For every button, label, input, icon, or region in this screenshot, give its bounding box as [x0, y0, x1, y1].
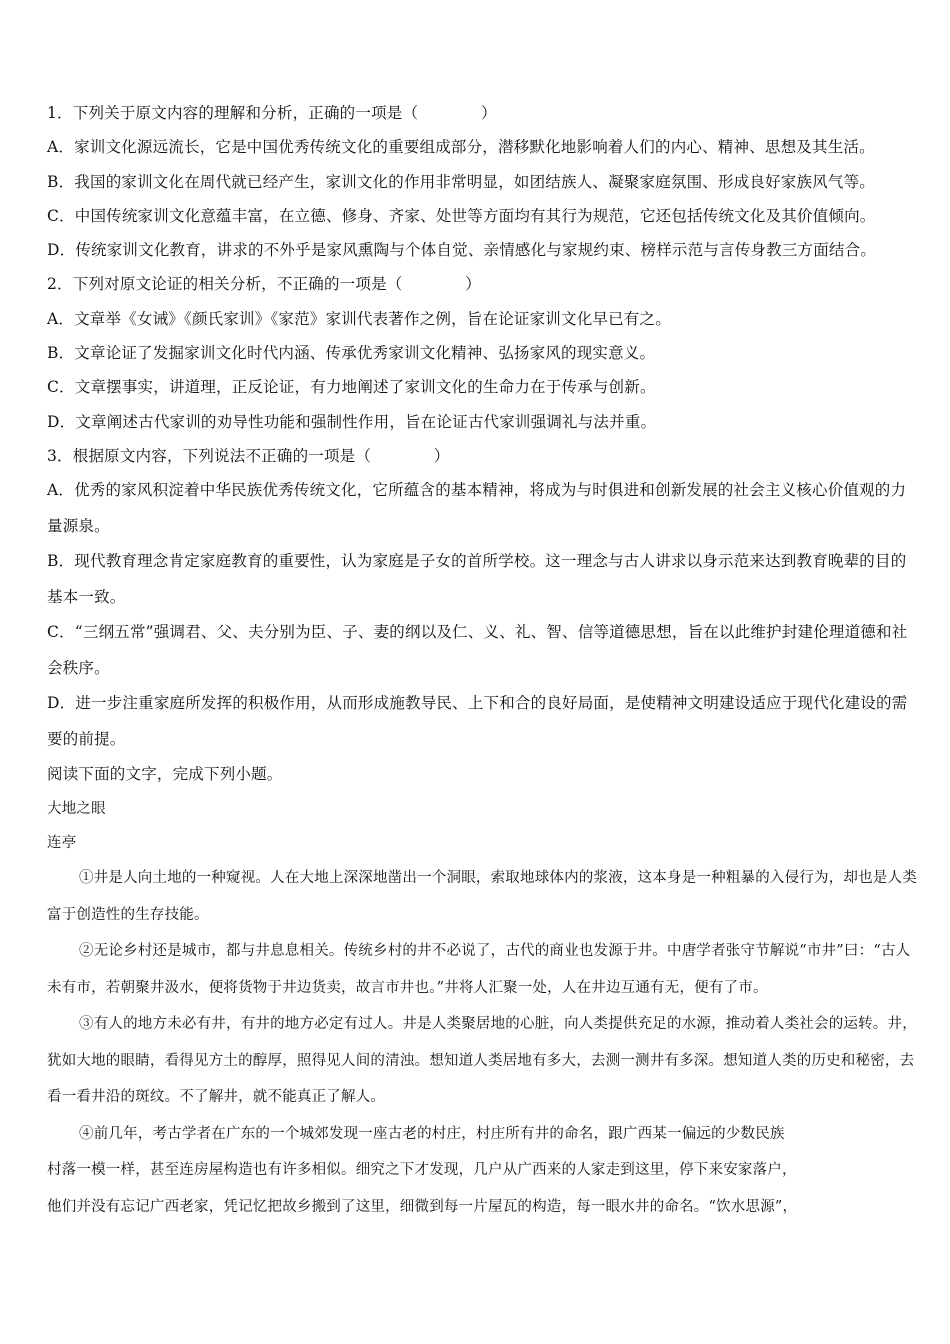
question-3-option-c: C．“三纲五常”强调君、父、夫分别为臣、子、妻的纲以及仁、义、礼、智、信等道德思想，旨在以此维护封建伦理道德和社会秩序。	[47, 623, 908, 677]
article-paragraph-3: ③有人的地方未必有井，有井的地方必定有过人。井是人类聚居地的心脏，向人类提供充足的水源，推动着人类社会的运转。井，犹如大地的眼睛，看得见方土的醇厚，照得见人间的清浊。想知道人类居地有多大，去测一测井有多深。想知道人类的历史和秘密，去看一看井沿的斑纹。不了解井，就不能真正了解人。	[47, 1016, 917, 1106]
article-paragraph-1: ①井是人向土地的一种窥视。人在大地上深深地凿出一个洞眼，索取地球体内的浆液，这本身是一种粗暴的入侵行为，却也是人类富于创造性的生存技能。	[47, 870, 917, 923]
question-2-option-d: D．文章阐述古代家训的劝导性功能和强制性作用，旨在论证古代家训强调礼与法并重。	[47, 412, 657, 431]
question-1-option-d: D．传统家训文化教育，讲求的不外乎是家风熏陶与个体自觉、亲情感化与家规约束、榜样示范与言传身教三方面结合。	[47, 241, 877, 260]
question-2-option-a: A．文章举《女诫》《颜氏家训》《家范》家训代表著作之例，旨在论证家训文化早已有之。	[47, 309, 671, 328]
question-2-option-b: B．文章论证了发掘家训文化时代内涵、传承优秀家训文化精神、弘扬家风的现实意义。	[47, 344, 656, 363]
question-1-option-b: B．我国的家训文化在周代就已经产生，家训文化的作用非常明显，如团结族人、凝聚家庭氛围、形成良好家族风气等。	[47, 172, 875, 191]
question-3-option-d: D．进一步注重家庭所发挥的积极作用，从而形成施教导民、上下和合的良好局面，是使精神文明建设适应于现代化建设的需要的前提。	[47, 694, 908, 748]
article-author: 连亭	[47, 834, 77, 851]
question-2-stem: 2．下列对原文论证的相关分析，不正确的一项是（ ）	[47, 275, 481, 294]
document-page	[47, 96, 917, 1225]
article-paragraph-4-line-3: 他们并没有忘记广西老家，凭记忆把故乡搬到了这里，细微到每一片屋瓦的构造，每一眼水井的命名。“饮水思源”，	[47, 1198, 798, 1215]
article-paragraph-4-line-2: 村落一模一样，甚至连房屋构造也有许多相似。细究之下才发现，几户从广西来的人家走到这里，停下来安家落户，	[47, 1162, 797, 1179]
reading-instruction: 阅读下面的文字，完成下列小题。	[47, 765, 283, 784]
question-3-stem: 3．根据原文内容，下列说法不正确的一项是（ ）	[47, 446, 450, 465]
article-paragraph-2: ②无论乡村还是城市，都与井息息相关。传统乡村的井不必说了，古代的商业也发源于井。中唐学者张守节解说“市井”曰：“古人未有市，若朝聚井汲水，便将货物于井边货卖，故言市井也。”井将人汇聚一处，人在井边互通有无，便有了市。	[47, 943, 911, 996]
article-title: 大地之眼	[47, 800, 106, 817]
question-3-option-a: A．优秀的家风积淀着中华民族优秀传统文化，它所蕴含的基本精神，将成为与时俱进和创新发展的社会主义核心价值观的力量源泉。	[47, 481, 907, 535]
question-3-option-b: B．现代教育理念肯定家庭教育的重要性，认为家庭是子女的首所学校。这一理念与古人讲求以身示范来达到教育晚辈的目的基本一致。	[47, 552, 907, 606]
question-1-stem: 1．下列关于原文内容的理解和分析，正确的一项是（ ）	[47, 104, 497, 122]
question-1-option-a: A．家训文化源远流长，它是中国优秀传统文化的重要组成部分，潜移默化地影响着人们的内心、精神、思想及其生活。	[47, 138, 875, 157]
article-paragraph-4-line-1: ④前几年，考古学者在广东的一个城郊发现一座古老的村庄，村庄所有井的命名，跟广西某一偏远的少数民族	[79, 1125, 785, 1142]
question-2-option-c: C．文章摆事实，讲道理，正反论证，有力地阐述了家训文化的生命力在于传承与创新。	[47, 378, 656, 397]
question-1-option-c: C．中国传统家训文化意蕴丰富，在立德、修身、齐家、处世等方面均有其行为规范，它还包括传统文化及其价值倾向。	[47, 206, 876, 225]
